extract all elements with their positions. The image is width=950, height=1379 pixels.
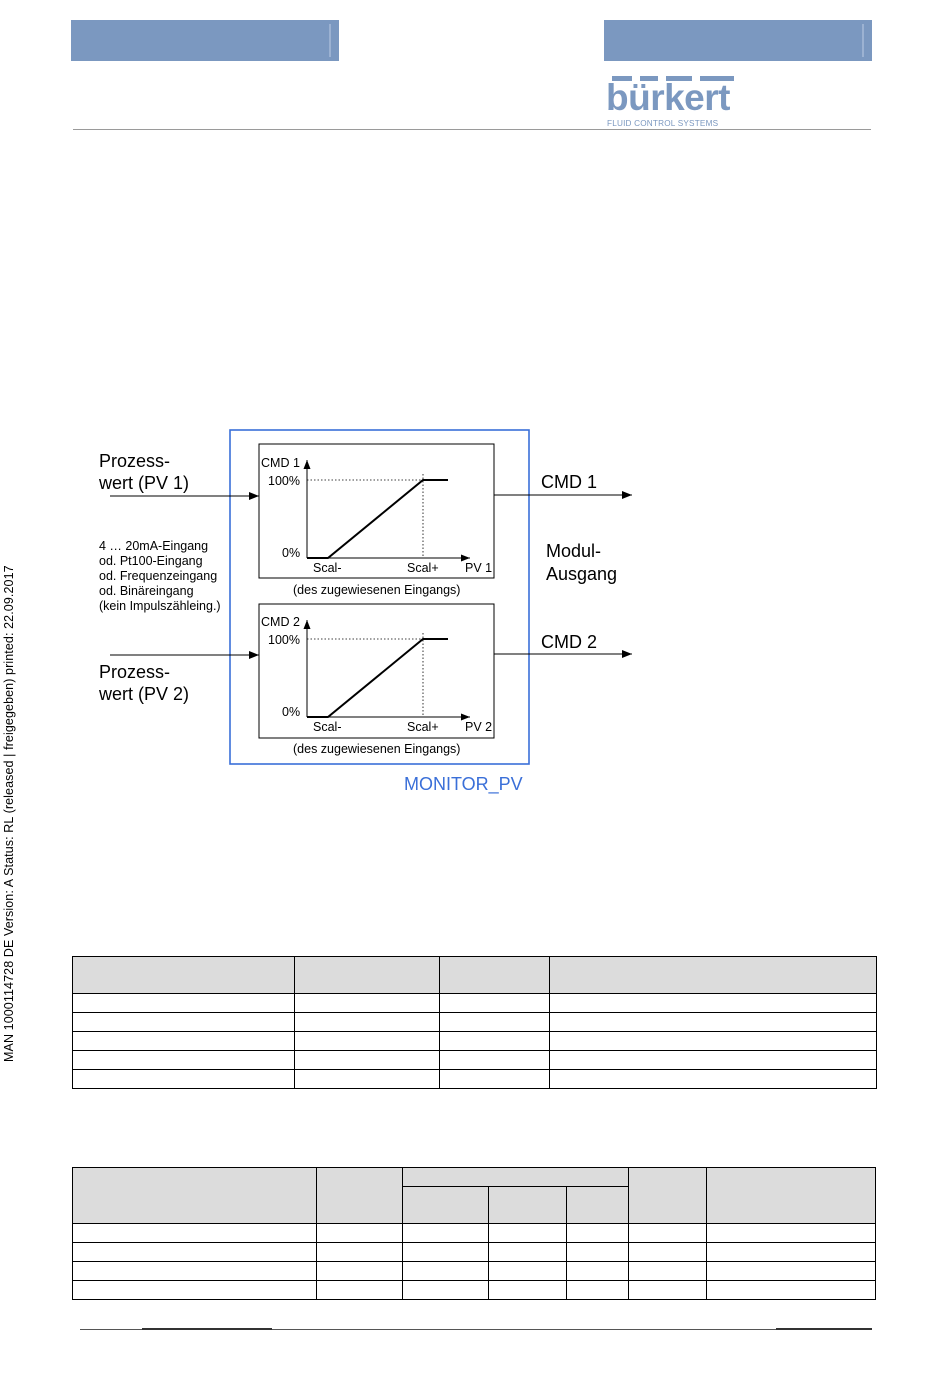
output-2-label: CMD 2 [541,632,598,652]
parameter-table-1 [72,956,877,1089]
input-type-1: 4 … 20mA-Eingang [99,539,209,553]
table-cell [489,1281,567,1300]
graph-2-curve [307,639,448,717]
table-row [73,1070,877,1089]
table-cell [440,1013,550,1032]
input-1-label-line1: Prozess- [99,451,171,471]
table-cell [73,957,295,994]
table-cell [707,1281,876,1300]
table-cell [295,957,440,994]
table-row [73,1051,877,1070]
table-cell [317,1224,403,1243]
table-cell [295,994,440,1013]
table-row [73,1224,876,1243]
input-type-4: od. Binäreingang [99,584,194,598]
table-row [73,1262,876,1281]
table-cell [295,1013,440,1032]
graph-2-x-low: Scal- [313,720,342,734]
graph-2-y-min: 0% [282,705,301,719]
table-cell [317,1262,403,1281]
table-row [73,1013,877,1032]
table-cell [550,1070,877,1089]
graph-1-caption: (des zugewiesenen Eingangs) [293,583,461,597]
table-row [73,1281,876,1300]
graph-2-x-high: Scal+ [407,720,439,734]
output-note-line2: Ausgang [546,564,618,584]
table-cell [550,957,877,994]
table-cell [550,994,877,1013]
output-note-line1: Modul- [546,541,602,561]
table-cell [295,1070,440,1089]
document-info: MAN 1000114728 DE Version: A Status: RL (released | freigegeben) printed: 22.09.2017 [2,565,16,1062]
graph-1-y-label: CMD 1 [261,456,300,470]
table-cell [629,1243,707,1262]
input-2-label-line2: wert (PV 2) [99,684,190,704]
table-cell [489,1187,567,1224]
input-2-label-line1: Prozess- [99,662,171,682]
graph-1-x-low: Scal- [313,561,342,575]
input-type-3: od. Frequenzeingang [99,569,218,583]
table-cell [317,1168,403,1224]
table-cell [73,1032,295,1051]
table-cell [707,1262,876,1281]
table-cell [73,1262,317,1281]
table-cell [707,1168,876,1224]
table-cell [629,1262,707,1281]
output-1-label: CMD 1 [541,472,598,492]
graph-1-y-max: 100% [268,474,300,488]
table-cell [567,1262,629,1281]
table-cell [440,1070,550,1089]
footer-divider [80,1329,872,1330]
table-cell [295,1051,440,1070]
graph-1-x-high: Scal+ [407,561,439,575]
table-cell [403,1168,629,1187]
table-cell [440,1051,550,1070]
parameter-table-2 [72,1167,876,1300]
graph-2-y-max: 100% [268,633,300,647]
table-cell [489,1243,567,1262]
table-cell [317,1281,403,1300]
table-cell [73,1013,295,1032]
input-type-5: (kein Impulszähleing.) [99,599,221,613]
logo-wordmark: bürkert [606,77,730,118]
graph-2-caption: (des zugewiesenen Eingangs) [293,742,461,756]
table-cell [295,1032,440,1051]
table-cell [707,1243,876,1262]
table-cell [73,1243,317,1262]
table-cell [403,1224,489,1243]
table-cell [73,994,295,1013]
table-cell [440,957,550,994]
graph-1-curve [307,480,448,558]
input-type-2: od. Pt100-Eingang [99,554,203,568]
table-cell [567,1281,629,1300]
table-cell [629,1168,707,1224]
graph-2-y-label: CMD 2 [261,615,300,629]
table-row [73,994,877,1013]
table-cell [707,1224,876,1243]
table-cell [629,1224,707,1243]
table-cell [550,1032,877,1051]
table-cell [403,1262,489,1281]
table-2-header-row-1 [73,1168,876,1187]
table-cell [73,1070,295,1089]
graph-2 [259,604,494,756]
table-cell [403,1243,489,1262]
table-cell [440,1032,550,1051]
table-row [73,1032,877,1051]
graph-2-x-label: PV 2 [465,720,493,734]
input-1-label-line2: wert (PV 1) [99,473,190,493]
graph-1-x-label: PV 1 [465,561,493,575]
module-label: MONITOR_PV [404,774,523,794]
table-cell [403,1281,489,1300]
table-cell [629,1281,707,1300]
table-cell [550,1051,877,1070]
table-cell [440,994,550,1013]
table-cell [489,1224,567,1243]
table-cell [550,1013,877,1032]
table-cell [567,1243,629,1262]
table-cell [403,1187,489,1224]
table-cell [317,1243,403,1262]
table-cell [489,1262,567,1281]
table-cell [567,1224,629,1243]
table-cell [73,1224,317,1243]
table-cell [567,1187,629,1224]
graph-1-y-min: 0% [282,546,301,560]
graph-1 [259,444,494,597]
table-1-header-row [73,957,877,994]
table-row [73,1243,876,1262]
table-cell [73,1051,295,1070]
table-cell [73,1281,317,1300]
logo-subtitle: FLUID CONTROL SYSTEMS [607,119,719,128]
table-cell [73,1168,317,1224]
